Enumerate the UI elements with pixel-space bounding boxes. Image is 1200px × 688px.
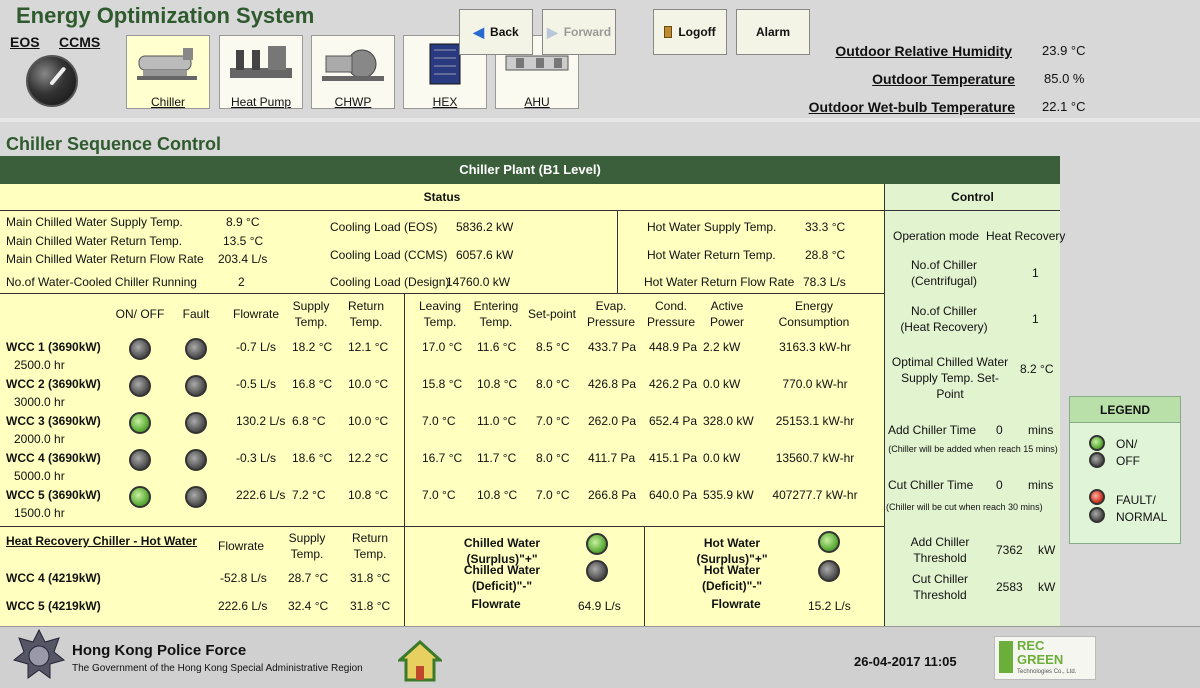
chilled-water-deficit-label: Chilled Water (Deficit)"-" (463, 563, 541, 593)
add-chiller-time-unit: mins (1028, 423, 1054, 437)
status-value: 78.3 L/s (803, 275, 846, 289)
chiller-leaving-temp: 17.0 °C (422, 340, 463, 354)
forward-label: Forward (563, 25, 612, 39)
chiller-energy-consumption: 13560.7 kW-hr (775, 451, 855, 465)
col-header-supply: Supply Temp. (292, 299, 330, 329)
optimal-setpoint-label: Optimal Chilled Water Supply Temp. Set-Point (891, 355, 1009, 401)
chiller-cond-pressure: 640.0 Pa (649, 488, 698, 502)
cut-threshold-unit: kW (1038, 580, 1056, 594)
control-header: Control (885, 184, 1060, 211)
status-label: Main Chilled Water Return Flow Rate (6, 252, 204, 266)
equipment-label: Heat Pump (230, 95, 292, 109)
status-value: 14760.0 kW (446, 275, 511, 289)
logoff-label: Logoff (678, 25, 716, 39)
logoff-button[interactable] (653, 9, 727, 55)
centrifugal-count-value: 1 (1032, 266, 1039, 280)
legend-off-label: OFF (1116, 454, 1140, 468)
chiller-energy-consumption: 3163.3 kW-hr (779, 340, 851, 354)
chiller-active-power: 2.2 kW (703, 340, 741, 354)
fault-indicator (185, 338, 207, 360)
status-value: 13.5 °C (223, 234, 264, 248)
heat-recovery-count-label: No.of Chiller (Heat Recovery) (900, 304, 988, 334)
status-header: Status (0, 184, 884, 211)
chiller-energy-consumption: 407277.7 kW-hr (772, 488, 858, 502)
hr-row-name: WCC 4 (4219kW) (6, 571, 101, 585)
chilled-water-deficit-indicator (586, 560, 608, 582)
centrifugal-count-label: No.of Chiller (Centrifugal) (910, 258, 978, 288)
onoff-indicator (129, 375, 151, 397)
col-header-flowrate: Flowrate (232, 307, 279, 321)
legend-on-label: ON/ (1116, 437, 1138, 451)
cut-chiller-time-value: 0 (996, 478, 1003, 492)
equipment-button-heat-pump[interactable] (219, 35, 303, 109)
chilled-water-flow-value: 64.9 L/s (578, 599, 621, 613)
chiller-evap-pressure: 266.8 Pa (588, 488, 637, 502)
status-label: Main Chilled Water Return Temp. (6, 234, 183, 248)
status-label: Cooling Load (EOS) (330, 220, 438, 234)
brand-tagline: Technologies Co., Ltd. (1017, 669, 1077, 675)
hr-col-return: Return Temp. (351, 531, 389, 561)
chiller-return-temp: 10.0 °C (348, 377, 389, 391)
col-header-setpoint: Set-point (527, 307, 577, 321)
status-label: Hot Water Supply Temp. (647, 220, 777, 234)
chiller-leaving-temp: 7.0 °C (422, 488, 456, 502)
chiller-name: WCC 3 (3690kW) (6, 414, 101, 428)
hr-row-flow: 222.6 L/s (218, 599, 268, 613)
col-header-fault: Fault (182, 307, 210, 321)
chiller-active-power: 328.0 kW (703, 414, 754, 428)
hr-row-supply: 28.7 °C (288, 571, 329, 585)
cut-chiller-time-unit: mins (1028, 478, 1054, 492)
chiller-evap-pressure: 262.0 Pa (588, 414, 637, 428)
chiller-energy-consumption: 25153.1 kW-hr (775, 414, 855, 428)
legend-normal-label: NORMAL (1116, 510, 1168, 524)
onoff-indicator (129, 338, 151, 360)
heat-recovery-title: Heat Recovery Chiller - Hot Water (6, 534, 197, 548)
hr-col-supply: Supply Temp. (288, 531, 326, 561)
outdoor-temperature-value: 85.0 % (1044, 71, 1085, 86)
chiller-run-hours: 5000.0 hr (14, 469, 65, 483)
hr-row-name: WCC 5 (4219kW) (6, 599, 101, 613)
col-header-leaving: Leaving Temp. (418, 299, 462, 329)
outdoor-humidity-value: 23.9 °C (1042, 43, 1086, 58)
back-label: Back (490, 25, 519, 39)
alarm-button[interactable] (736, 9, 810, 55)
chiller-run-hours: 2500.0 hr (14, 358, 65, 372)
fault-indicator (185, 375, 207, 397)
cut-threshold-label: Cut Chiller Threshold (911, 572, 968, 602)
brand-name: REC GREEN (1017, 638, 1064, 667)
chilled-water-surplus-indicator (586, 533, 608, 555)
chiller-name: WCC 4 (3690kW) (6, 451, 101, 465)
hr-col-flowrate: Flowrate (217, 539, 264, 553)
col-header-energy: Energy Consumption (778, 299, 850, 329)
app-title: Energy Optimization System (16, 3, 315, 28)
legend-fault-indicator (1089, 489, 1105, 505)
operation-mode-value: Heat Recovery (986, 229, 1066, 243)
chiller-flowrate: 130.2 L/s (236, 414, 286, 428)
arrow-left-icon: ◀ (473, 23, 485, 40)
status-value: 5836.2 kW (456, 220, 514, 234)
add-chiller-note: (Chiller will be added when reach 15 mins) (888, 444, 1058, 454)
cut-threshold-value: 2583 (996, 580, 1023, 594)
pump-icon (318, 42, 388, 86)
section-title: Chiller Sequence Control (6, 134, 222, 154)
chiller-leaving-temp: 7.0 °C (422, 414, 456, 428)
outdoor-temperature-label: Outdoor Temperature (872, 71, 1015, 87)
chiller-run-hours: 3000.0 hr (14, 395, 65, 409)
eos-link[interactable]: EOS (10, 34, 40, 50)
status-label: No.of Water-Cooled Chiller Running (6, 275, 197, 289)
equipment-label: CHWP (334, 95, 372, 109)
chiller-entering-temp: 11.7 °C (477, 451, 517, 465)
status-value: 28.8 °C (805, 248, 846, 262)
arrow-right-icon: ▶ (546, 23, 558, 40)
chiller-return-temp: 12.1 °C (348, 340, 389, 354)
hr-row-return: 31.8 °C (350, 599, 391, 613)
onoff-indicator (129, 486, 151, 508)
chiller-entering-temp: 11.6 °C (477, 340, 517, 354)
chiller-flowrate: 222.6 L/s (236, 488, 286, 502)
chiller-run-hours: 2000.0 hr (14, 432, 65, 446)
status-value: 2 (238, 275, 245, 289)
fault-indicator (185, 412, 207, 434)
col-header-cond: Cond. Pressure (646, 299, 696, 329)
chiller-evap-pressure: 411.7 Pa (588, 451, 636, 465)
chiller-cond-pressure: 426.2 Pa (649, 377, 698, 391)
chiller-setpoint: 8.0 °C (536, 451, 570, 465)
chiller-active-power: 0.0 kW (703, 377, 741, 391)
hot-water-surplus-indicator (818, 531, 840, 553)
status-value: 6057.6 kW (456, 248, 514, 262)
equipment-label: AHU (524, 95, 550, 109)
chiller-entering-temp: 10.8 °C (477, 377, 518, 391)
chiller-setpoint: 7.0 °C (536, 414, 570, 428)
status-label: Cooling Load (CCMS) (330, 248, 448, 262)
chiller-supply-temp: 16.8 °C (292, 377, 333, 391)
chiller-setpoint: 7.0 °C (536, 488, 570, 502)
hot-water-flow-label: Flowrate (711, 597, 761, 611)
col-header-onoff: ON/ OFF (115, 307, 165, 321)
onoff-indicator (129, 449, 151, 471)
status-value: 8.9 °C (226, 215, 260, 229)
optimal-setpoint-value: 8.2 °C (1020, 362, 1054, 376)
chiller-supply-temp: 18.6 °C (292, 451, 333, 465)
fault-indicator (185, 486, 207, 508)
government-name: The Government of the Hong Kong Special Administrative Region (72, 663, 363, 674)
hot-water-flow-value: 15.2 L/s (808, 599, 851, 613)
recgreen-logo (994, 636, 1096, 680)
legend-normal-indicator (1089, 507, 1105, 523)
hot-water-deficit-label: Hot Water (Deficit)"-" (701, 563, 763, 593)
chiller-name: WCC 2 (3690kW) (6, 377, 101, 391)
organization-name: Hong Kong Police Force (72, 642, 247, 659)
hot-water-deficit-indicator (818, 560, 840, 582)
chiller-cond-pressure: 652.4 Pa (649, 414, 698, 428)
legend-off-indicator (1089, 452, 1105, 468)
chiller-icon (133, 42, 203, 86)
add-threshold-label: Add Chiller Threshold (910, 535, 970, 565)
chiller-active-power: 535.9 kW (703, 488, 754, 502)
forward-button[interactable] (542, 9, 616, 55)
plant-title: Chiller Plant (B1 Level) (0, 156, 1060, 184)
chiller-return-temp: 10.8 °C (348, 488, 389, 502)
chiller-setpoint: 8.5 °C (536, 340, 570, 354)
chiller-name: WCC 5 (3690kW) (6, 488, 101, 502)
heat-recovery-count-value: 1 (1032, 312, 1039, 326)
legend-on-indicator (1089, 435, 1105, 451)
datetime: 26-04-2017 11:05 (854, 654, 957, 669)
cut-chiller-time-label: Cut Chiller Time (888, 478, 974, 492)
heat-pump-icon (226, 42, 296, 86)
fault-indicator (185, 449, 207, 471)
hr-row-flow: -52.8 L/s (220, 571, 267, 585)
col-header-entering: Entering Temp. (473, 299, 519, 329)
status-value: 203.4 L/s (218, 252, 268, 266)
add-chiller-time-value: 0 (996, 423, 1003, 437)
chiller-return-temp: 10.0 °C (348, 414, 389, 428)
status-label: Cooling Load (Design) (330, 275, 450, 289)
chiller-supply-temp: 7.2 °C (292, 488, 326, 502)
status-label: Hot Water Return Flow Rate (644, 275, 795, 289)
alarm-label: Alarm (755, 25, 790, 39)
chiller-flowrate: -0.7 L/s (236, 340, 277, 354)
status-value: 33.3 °C (805, 220, 846, 234)
chiller-active-power: 0.0 kW (703, 451, 741, 465)
chiller-evap-pressure: 426.8 Pa (588, 377, 637, 391)
chiller-leaving-temp: 16.7 °C (422, 451, 463, 465)
chiller-entering-temp: 10.8 °C (477, 488, 518, 502)
chiller-return-temp: 12.2 °C (348, 451, 389, 465)
chiller-supply-temp: 6.8 °C (292, 414, 326, 428)
add-threshold-value: 7362 (996, 543, 1023, 557)
hot-water-surplus-label: Hot Water (Surplus)"+" (696, 536, 768, 566)
equipment-label: HEX (432, 95, 458, 109)
door-icon (664, 26, 672, 38)
chiller-leaving-temp: 15.8 °C (422, 377, 463, 391)
chiller-setpoint: 8.0 °C (536, 377, 570, 391)
chiller-cond-pressure: 448.9 Pa (649, 340, 698, 354)
header-divider (0, 118, 1200, 122)
equipment-button-chiller[interactable] (126, 35, 210, 109)
onoff-indicator (129, 412, 151, 434)
ccms-link[interactable]: CCMS (59, 34, 101, 50)
police-badge-icon (12, 628, 66, 684)
chiller-cond-pressure: 415.1 Pa (649, 451, 698, 465)
chiller-flowrate: -0.5 L/s (236, 377, 277, 391)
col-header-power: Active Power (709, 299, 744, 329)
back-button[interactable] (459, 9, 533, 55)
dial-knob-icon (26, 55, 78, 107)
hr-row-supply: 32.4 °C (288, 599, 329, 613)
outdoor-humidity-label: Outdoor Relative Humidity (835, 43, 1012, 59)
chiller-name: WCC 1 (3690kW) (6, 340, 101, 354)
chilled-water-flow-label: Flowrate (471, 597, 521, 611)
chiller-supply-temp: 18.2 °C (292, 340, 333, 354)
legend-title: LEGEND (1070, 397, 1180, 423)
col-header-return: Return Temp. (347, 299, 385, 329)
chiller-entering-temp: 11.0 °C (477, 414, 517, 428)
chiller-flowrate: -0.3 L/s (236, 451, 277, 465)
outdoor-wetbulb-label: Outdoor Wet-bulb Temperature (808, 99, 1015, 115)
chiller-evap-pressure: 433.7 Pa (588, 340, 637, 354)
add-threshold-unit: kW (1038, 543, 1056, 557)
hr-row-return: 31.8 °C (350, 571, 391, 585)
home-icon[interactable] (398, 640, 442, 682)
chiller-run-hours: 1500.0 hr (14, 506, 65, 520)
add-chiller-time-label: Add Chiller Time (888, 423, 977, 437)
equipment-label: Chiller (150, 95, 185, 109)
operation-mode-label: Operation mode (893, 229, 980, 243)
legend-fault-label: FAULT/ (1116, 493, 1156, 507)
chilled-water-surplus-label: Chilled Water (Surplus)"+" (463, 536, 541, 566)
outdoor-wetbulb-value: 22.1 °C (1042, 99, 1086, 114)
cut-chiller-note: (Chiller will be cut when reach 30 mins) (886, 502, 1043, 512)
status-label: Hot Water Return Temp. (647, 248, 776, 262)
equipment-button-chwp[interactable] (311, 35, 395, 109)
status-label: Main Chilled Water Supply Temp. (6, 215, 183, 229)
col-header-evap: Evap. Pressure (586, 299, 636, 329)
chiller-energy-consumption: 770.0 kW-hr (782, 377, 848, 391)
